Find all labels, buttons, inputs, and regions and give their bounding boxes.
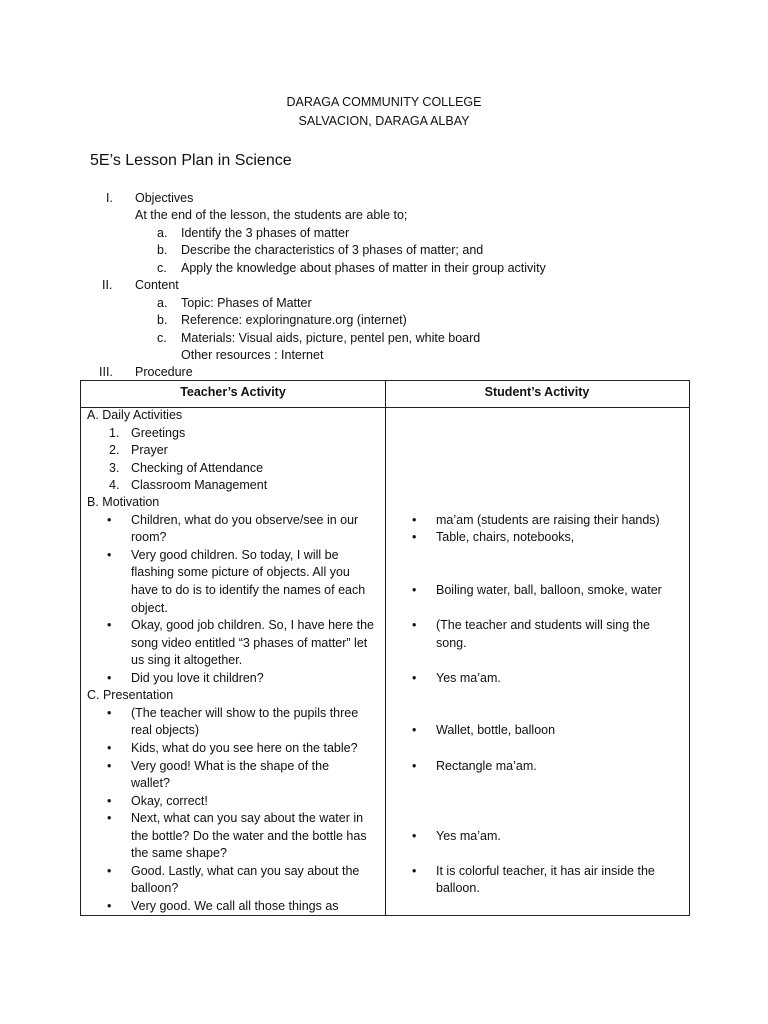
motivation-bullet: • Did you love it children? [131, 671, 264, 685]
student-response: • ma’am (students are raising their hands) [436, 513, 660, 527]
table-column-divider [385, 381, 386, 915]
student-response: • Rectangle ma’am. [436, 759, 537, 773]
content-text: Topic: Phases of Matter [181, 296, 312, 310]
presentation-bullet: • (The teacher will show to the pupils three [131, 706, 358, 720]
section-label-procedure: Procedure [135, 365, 193, 379]
motivation-bullet-continuation: object. [131, 601, 168, 615]
motivation-bullet-continuation: room? [131, 530, 167, 544]
daily-item-number: 2. [109, 443, 120, 457]
objective-letter: c. [157, 261, 167, 275]
content-text: Reference: exploringnature.org (internet) [181, 313, 407, 327]
page-title: 5E’s Lesson Plan in Science [90, 152, 292, 169]
procedure-table [80, 380, 690, 916]
teacher-heading-daily: A. Daily Activities [87, 408, 183, 422]
teacher-heading-motivation: B. Motivation [87, 495, 160, 509]
section-number-content: II. [102, 278, 113, 292]
college-address: SALVACION, DARAGA ALBAY [298, 114, 470, 128]
student-response: • (The teacher and students will sing the [436, 618, 650, 632]
content-letter: b. [157, 313, 168, 327]
presentation-bullet: • Kids, what do you see here on the table? [131, 741, 358, 755]
presentation-bullet: • Very good. We call all those things as [131, 899, 339, 913]
content-other-resources: Other resources : Internet [181, 348, 324, 362]
section-number-objectives: I. [106, 191, 113, 205]
objective-text: Identify the 3 phases of matter [181, 226, 350, 240]
student-response: • It is colorful teacher, it has air inside the [436, 864, 655, 878]
daily-item-number: 3. [109, 461, 120, 475]
student-response: • Wallet, bottle, balloon [436, 723, 555, 737]
student-response: • Boiling water, ball, balloon, smoke, water [436, 583, 662, 597]
motivation-bullet-continuation: have to do is to identify the names of each [131, 583, 366, 597]
motivation-bullet: • Children, what do you observe/see in our [131, 513, 358, 527]
student-response: • Yes ma’am. [436, 671, 501, 685]
objective-text: Apply the knowledge about phases of matter in their group activity [181, 261, 546, 275]
motivation-bullet: • Very good children. So today, I will be [131, 548, 339, 562]
student-response-continuation: song. [436, 636, 467, 650]
content-text: Materials: Visual aids, picture, pentel pen, white board [181, 331, 481, 345]
objective-letter: a. [157, 226, 168, 240]
section-label-content: Content [135, 278, 179, 292]
daily-item-number: 4. [109, 478, 120, 492]
daily-item-text: Prayer [131, 443, 168, 457]
presentation-bullet-continuation: wallet? [131, 776, 170, 790]
daily-item-number: 1. [109, 426, 120, 440]
motivation-bullet-continuation: song video entitled “3 phases of matter” let [131, 636, 368, 650]
teacher-heading-presentation: C. Presentation [87, 688, 174, 702]
college-name: DARAGA COMMUNITY COLLEGE [286, 95, 482, 109]
presentation-bullet-continuation: balloon? [131, 881, 179, 895]
table-header-teacher: Teacher’s Activity [180, 385, 286, 399]
section-label-objectives: Objectives [135, 191, 194, 205]
motivation-bullet-continuation: us sing it altogether. [131, 653, 243, 667]
student-response: • Table, chairs, notebooks, [436, 530, 574, 544]
objective-letter: b. [157, 243, 168, 257]
presentation-bullet-continuation: real objects) [131, 723, 200, 737]
objectives-intro: At the end of the lesson, the students are able to; [135, 208, 408, 222]
content-letter: a. [157, 296, 168, 310]
motivation-bullet: • Okay, good job children. So, I have here the [131, 618, 374, 632]
daily-item-text: Checking of Attendance [131, 461, 264, 475]
student-response-continuation: balloon. [436, 881, 480, 895]
table-header-student: Student’s Activity [484, 385, 590, 399]
student-response: • Yes ma’am. [436, 829, 501, 843]
objective-text: Describe the characteristics of 3 phases of matter; and [181, 243, 484, 257]
daily-item-text: Classroom Management [131, 478, 268, 492]
presentation-bullet: • Very good! What is the shape of the [131, 759, 329, 773]
presentation-bullet: • Good. Lastly, what can you say about the [131, 864, 359, 878]
daily-item-text: Greetings [131, 426, 186, 440]
presentation-bullet: • Okay, correct! [131, 794, 208, 808]
presentation-bullet-continuation: the bottle? Do the water and the bottle has [131, 829, 367, 843]
content-letter: c. [157, 331, 167, 345]
section-number-procedure: III. [99, 365, 113, 379]
motivation-bullet-continuation: flashing some picture of objects. All you [131, 565, 350, 579]
presentation-bullet: • Next, what can you say about the water in [131, 811, 363, 825]
presentation-bullet-continuation: the same shape? [131, 846, 227, 860]
